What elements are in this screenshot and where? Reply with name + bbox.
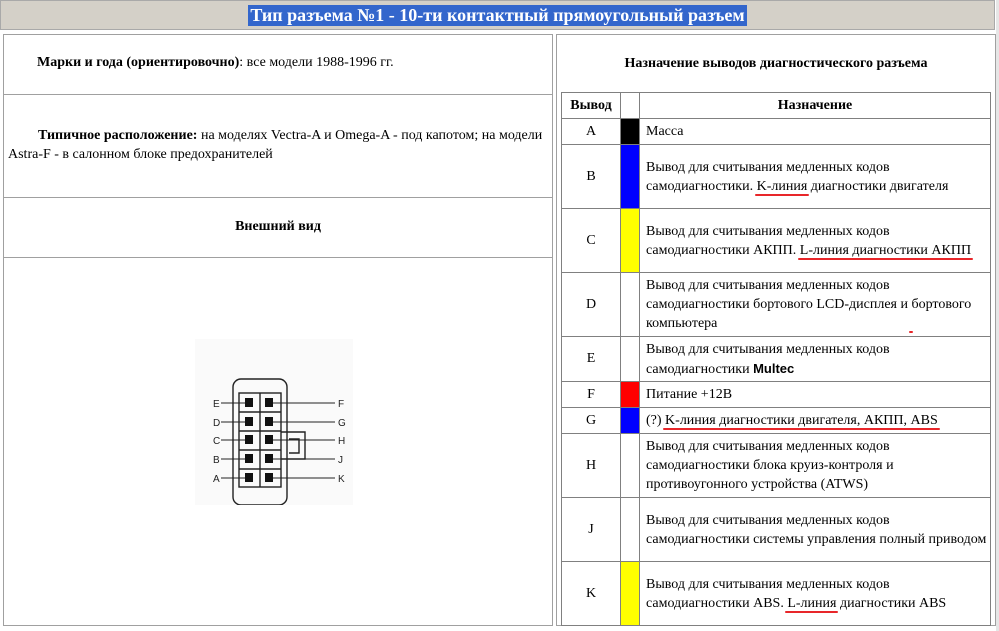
pin-color-swatch [621, 209, 640, 273]
pin-label: J [562, 498, 621, 562]
pin-right [265, 398, 273, 407]
appearance-cell [4, 199, 552, 258]
pin-description [640, 498, 991, 562]
pin-label: H [562, 434, 621, 498]
pin-left [245, 417, 253, 426]
pin-right [265, 473, 273, 482]
table-row [562, 145, 991, 209]
models-text [37, 55, 394, 71]
pin-color-swatch [621, 382, 640, 408]
connector-drawing [195, 339, 353, 505]
pin-color-swatch [621, 119, 640, 145]
underlined-text: L-линия диагностики АКПП [799, 242, 972, 258]
pin-left-label: E [213, 399, 220, 410]
col-color-header [621, 93, 640, 119]
pin-description [640, 382, 991, 408]
pin-label: F [562, 382, 621, 408]
pin-left-label: B [213, 455, 220, 466]
pin-color-swatch [621, 408, 640, 434]
pin-right [265, 417, 273, 426]
appearance-heading: Внешний вид [235, 219, 321, 234]
pin-right-label: G [338, 418, 346, 429]
underlined-text: K-линия диагностики двигателя, АКПП, ABS [665, 413, 938, 428]
table-row [562, 434, 991, 498]
description-text: Вывод для считывания медленных кодов самодиагностики. [646, 159, 890, 194]
pin-right [265, 454, 273, 463]
description-text: диагностики двигателя [807, 178, 949, 194]
pin-description [640, 434, 991, 498]
pin-label: K [562, 562, 621, 626]
underlined-text: K-линия [756, 178, 808, 194]
description-text: Вывод для считывания медленных кодов самодиагностики бортового LCD-дисплея и [646, 278, 912, 312]
table-header-row [562, 93, 991, 119]
table-row [562, 209, 991, 273]
pin-left [245, 398, 253, 407]
table-row [562, 273, 991, 337]
description-text: Питание +12В [646, 387, 733, 402]
header-bar [0, 0, 995, 30]
location-text [8, 126, 552, 164]
underlined-text: L-линия [787, 595, 837, 611]
table-row [562, 382, 991, 408]
pin-left-label: C [213, 436, 221, 447]
col-pin-header: Вывод [562, 93, 621, 119]
pin-left-label: A [213, 474, 220, 485]
pin-color-swatch [621, 273, 640, 337]
table-row [562, 408, 991, 434]
models-label: Марки и года (ориентировочно) [37, 55, 240, 70]
pin-right-label: H [338, 436, 346, 447]
pin-left-label: D [213, 418, 221, 429]
description-text: Вывод для считывания медленных кодов самодиагностики системы управления полный приводом [646, 512, 987, 547]
pin-left [245, 454, 253, 463]
page-title: Тип разъема №1 - 10-ти контактный прямоугольный разъем [250, 4, 745, 25]
pin-color-swatch [621, 337, 640, 382]
pin-description [640, 209, 991, 273]
pin-description [640, 119, 991, 145]
location-label: Типичное расположение: [38, 128, 198, 143]
pin-color-swatch [621, 562, 640, 626]
pin-right [265, 435, 273, 444]
models-value: : все модели 1988-1996 гг. [239, 55, 394, 70]
pin-description [640, 273, 991, 337]
description-text: (?) [646, 413, 666, 428]
description-text: Вывод для считывания медленных кодов самодиагностики АКПП. [646, 223, 890, 258]
left-panel [3, 34, 553, 626]
pin-color-swatch [621, 434, 640, 498]
col-purpose-header: Назначение [640, 93, 991, 119]
pin-label: B [562, 145, 621, 209]
table-row [562, 498, 991, 562]
pinout-table [561, 92, 991, 626]
pin-description [640, 145, 991, 209]
right-panel [556, 34, 996, 626]
description-text: диагностики ABS [836, 595, 947, 611]
pin-description [640, 562, 991, 626]
pin-color-swatch [621, 498, 640, 562]
pin-left [245, 435, 253, 444]
pin-left [245, 473, 253, 482]
pin-label: G [562, 408, 621, 434]
pin-right-label: F [338, 399, 345, 410]
pin-label: C [562, 209, 621, 273]
location-value: на моделях Vectra-A и Omega-A - под капотом; на модели Astra-F - в салонном блоке предохранителей [8, 128, 543, 162]
pin-right-label: K [338, 474, 345, 485]
description-text: Multec [753, 360, 795, 376]
table-row [562, 562, 991, 626]
pin-label: D [562, 273, 621, 337]
description-text: Масса [646, 124, 684, 139]
pinout-heading: Назначение выводов диагностического разъема [624, 56, 928, 71]
pin-description [640, 337, 991, 382]
description-text: Вывод для считывания медленных кодов самодиагностики ABS. [646, 576, 890, 611]
description-text: Вывод для считывания медленных кодов самодиагностики [646, 341, 890, 377]
underlined-text: бортового компьютера [646, 297, 972, 331]
table-row [562, 337, 991, 382]
models-cell [4, 35, 552, 95]
pin-right-label: J [338, 455, 343, 466]
description-text: Вывод для считывания медленных кодов самодиагностики блока круиз-контроля и противоугонного устройства (ATWS) [646, 439, 894, 492]
location-cell [4, 96, 552, 198]
pin-label: E [562, 337, 621, 382]
table-row [562, 119, 991, 145]
pin-description [640, 408, 991, 434]
pin-color-swatch [621, 145, 640, 209]
connector-diagram [195, 339, 353, 505]
pin-label: A [562, 119, 621, 145]
